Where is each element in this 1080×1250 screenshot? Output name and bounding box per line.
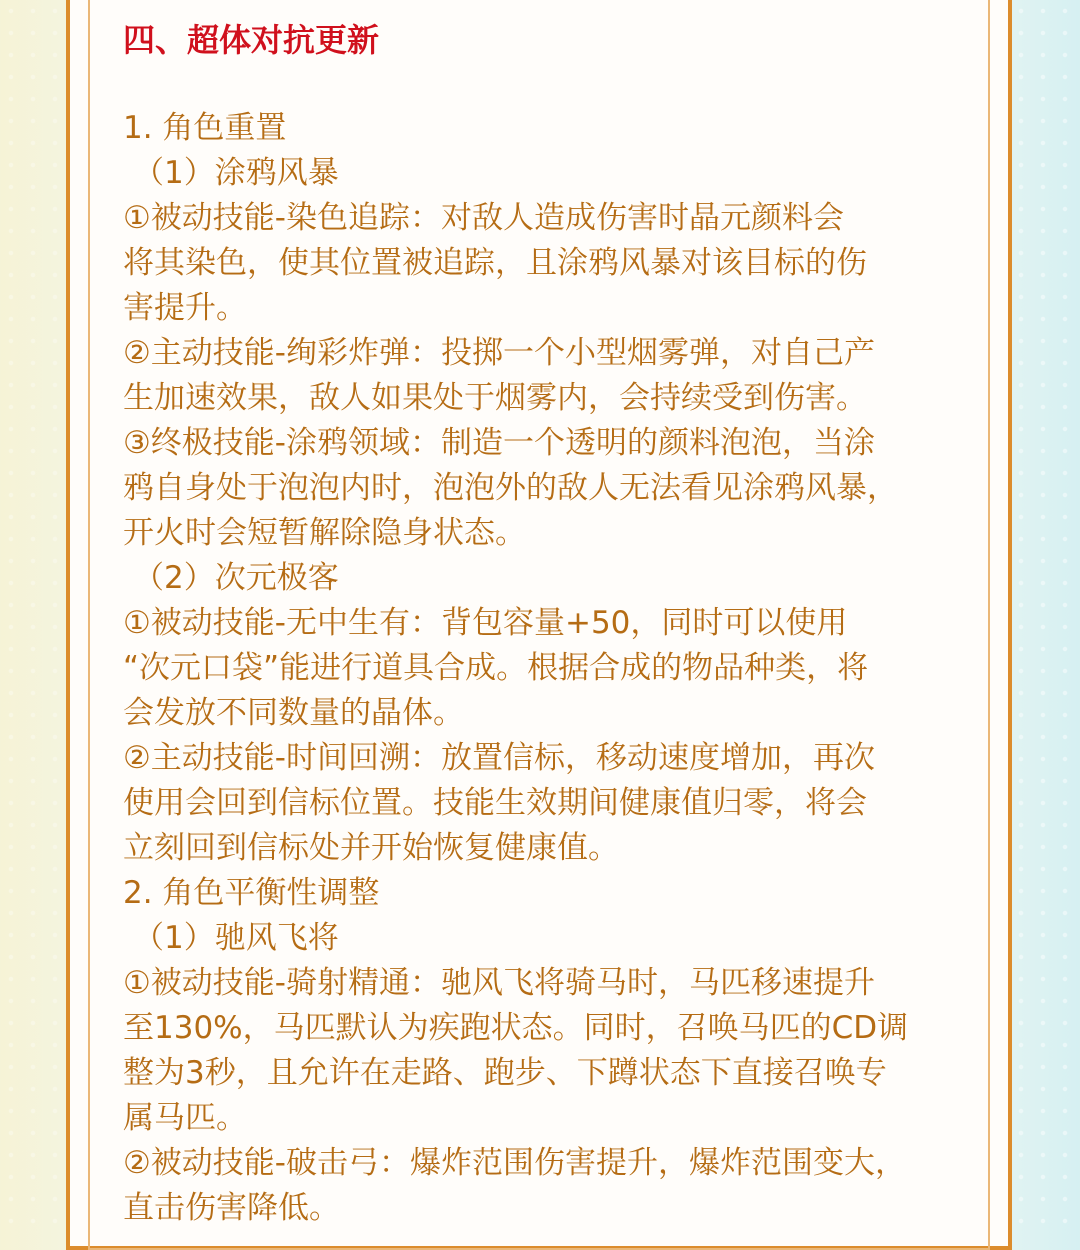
right-dot-pattern bbox=[1010, 0, 1080, 1230]
subheading-role-reset: 1. 角色重置 bbox=[123, 110, 287, 146]
text-line: 鸦自身处于泡泡内时，泡泡外的敌人无法看见涂鸦风暴， bbox=[123, 470, 898, 506]
text-line: ②主动技能-绚彩炸弹：投掷一个小型烟雾弹，对自己产 bbox=[123, 335, 875, 371]
text-line: ①被动技能-染色追踪：对敌人造成伤害时晶元颜料会 bbox=[123, 200, 844, 236]
text-line: 属马匹。 bbox=[123, 1100, 247, 1136]
text-line: ②主动技能-时间回溯：放置信标，移动速度增加，再次 bbox=[123, 740, 875, 776]
text-line: 立刻回到信标处并开始恢复健康值。 bbox=[123, 830, 619, 866]
text-line: 开火时会短暂解除隐身状态。 bbox=[123, 515, 526, 551]
article-content bbox=[123, 16, 968, 1231]
text-line: 直击伤害降低。 bbox=[123, 1190, 340, 1226]
heading-spacer bbox=[123, 64, 968, 106]
text-line: ①被动技能-无中生有：背包容量+50，同时可以使用 bbox=[123, 605, 848, 641]
text-line: 至130%，马匹默认为疾跑状态。同时，召唤马匹的CD调 bbox=[123, 1010, 909, 1046]
text-line: ①被动技能-骑射精通：驰风飞将骑马时，马匹移速提升 bbox=[123, 965, 875, 1001]
text-line: 整为3秒，且允许在走路、跑步、下蹲状态下直接召唤专 bbox=[123, 1055, 887, 1091]
text-line: ③终极技能-涂鸦领域：制造一个透明的颜料泡泡，当涂 bbox=[123, 425, 875, 461]
text-line: 害提升。 bbox=[123, 290, 247, 326]
text-line: “次元口袋”能进行道具合成。根据合成的物品种类，将 bbox=[123, 650, 869, 686]
text-line: 会发放不同数量的晶体。 bbox=[123, 695, 464, 731]
text-line: 生加速效果，敌人如果处于烟雾内，会持续受到伤害。 bbox=[123, 380, 867, 416]
role-title-chifeng-feijiang: （1）驰风飞将 bbox=[133, 920, 339, 956]
section-heading: 四、超体对抗更新 bbox=[123, 21, 380, 59]
text-line: 使用会回到信标位置。技能生效期间健康值归零，将会 bbox=[123, 785, 867, 821]
subheading-balance-adjustment: 2. 角色平衡性调整 bbox=[123, 875, 380, 911]
text-line: ②被动技能-破击弓：爆炸范围伤害提升，爆炸范围变大， bbox=[123, 1145, 906, 1181]
role-title-dimension-geek: （2）次元极客 bbox=[133, 560, 339, 596]
role-title-graffiti-storm: （1）涂鸦风暴 bbox=[133, 155, 339, 191]
left-dot-pattern bbox=[0, 0, 66, 1230]
text-line: 将其染色，使其位置被追踪，且涂鸦风暴对该目标的伤 bbox=[123, 245, 867, 281]
